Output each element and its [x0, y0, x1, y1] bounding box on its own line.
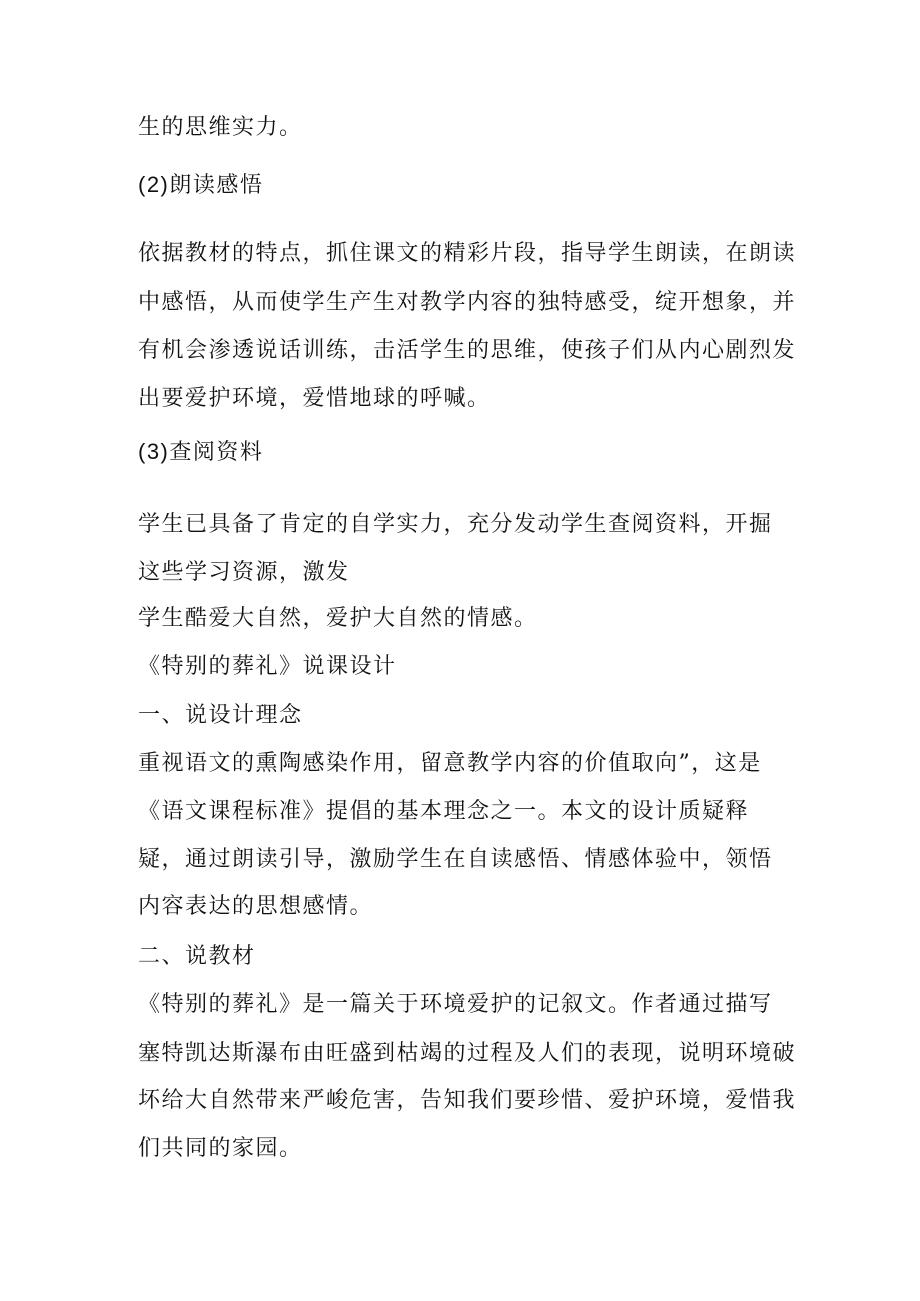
paragraph-line: 有机会渗透说话训练，击活学生的思维，使孩子们从内心剧烈发 — [138, 338, 797, 363]
paragraph-line: 塞特凯达斯瀑布由旺盛到枯竭的过程及人们的表现，说明环境破 — [138, 1041, 797, 1066]
paragraph-line: 生的思维实力。 — [138, 115, 303, 140]
section-heading: (3)查阅资料 — [138, 439, 264, 464]
paragraph-line: 重视语文的熏陶感染作用，留意教学内容的价值取向”，这是 — [138, 751, 762, 776]
paragraph-line: 依据教材的特点，抓住课文的精彩片段，指导学生朗读，在朗读 — [138, 241, 797, 266]
section-heading: (2)朗读感悟 — [138, 172, 264, 197]
paragraph-line: 中感悟，从而使学生产生对教学内容的独特感受，绽开想象，并 — [138, 290, 797, 315]
paragraph-line: 内容表达的思想感情。 — [138, 894, 374, 919]
paragraph-line: 《特别的葬礼》是一篇关于环境爱护的记叙文。作者通过描写 — [138, 992, 773, 1017]
paragraph-line: 疑，通过朗读引导，激励学生在自读感悟、情感体验中，领悟 — [138, 847, 773, 872]
paragraph-line: 出要爱护环境，爱惜地球的呼喊。 — [138, 386, 491, 411]
paragraph-line: 学生已具备了肯定的自学实力，充分发动学生查阅资料，开掘 — [138, 512, 773, 537]
paragraph-line: 学生酷爱大自然，爱护大自然的情感。 — [138, 606, 538, 631]
paragraph-line: 坏给大自然带来严峻危害，告知我们要珍惜、爱护环境，爱惜我 — [138, 1088, 797, 1113]
paragraph-line: 《语文课程标准》提倡的基本理念之一。本文的设计质疑释 — [138, 799, 750, 824]
document-title: 《特别的葬礼》说课设计 — [138, 654, 397, 679]
paragraph-line: 这些学习资源，激发 — [138, 560, 350, 585]
section-heading: 二、说教材 — [138, 944, 256, 969]
section-heading: 一、说设计理念 — [138, 703, 303, 728]
paragraph-line: 们共同的家园。 — [138, 1136, 303, 1161]
